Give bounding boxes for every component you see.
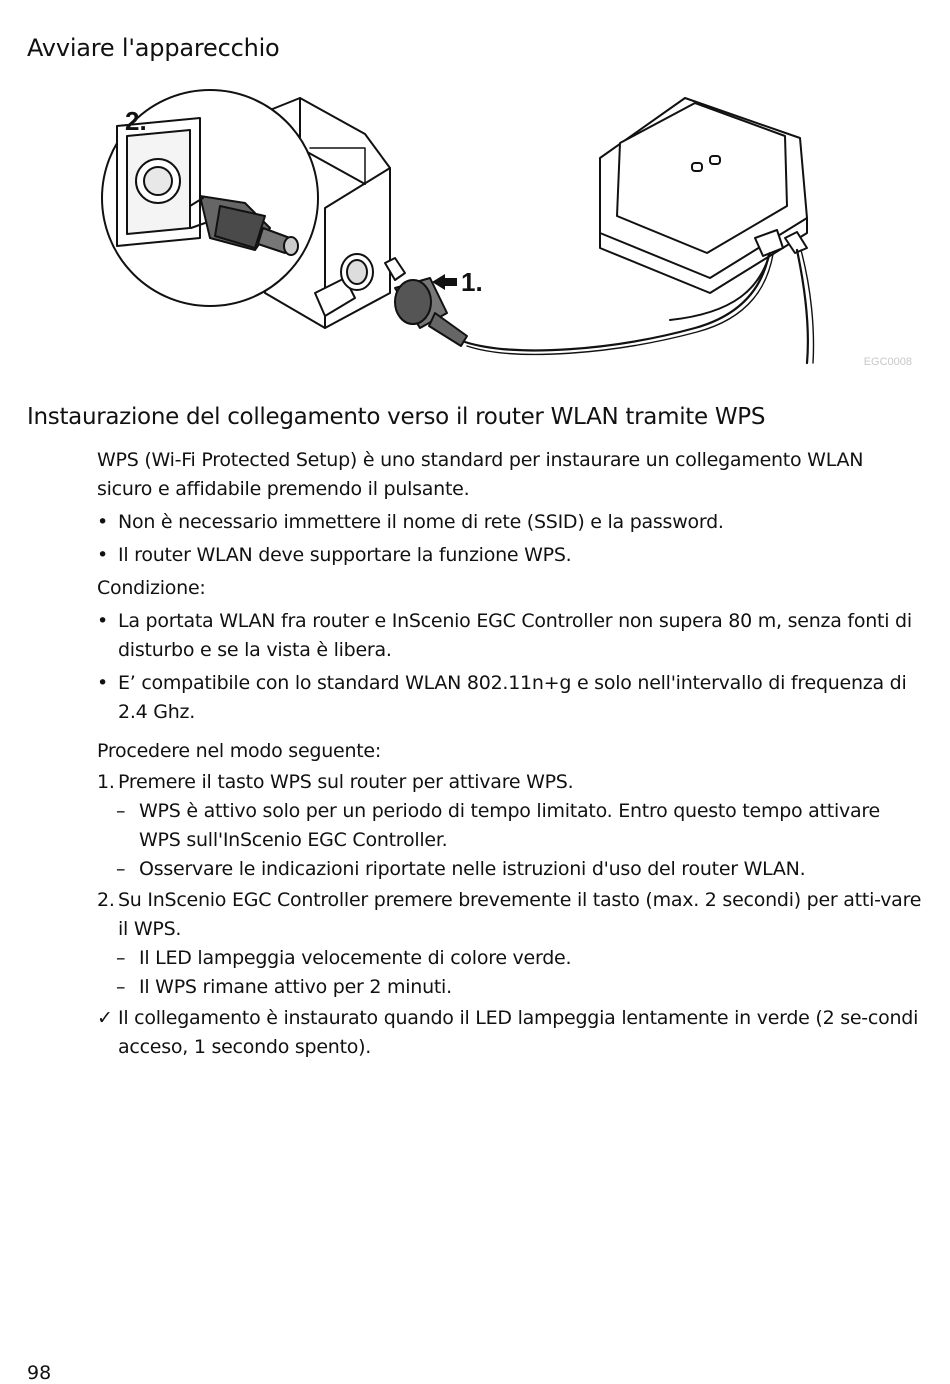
sub-item: – Osservare le indicazioni riportate nelle istruzioni d'uso del router WLAN. [97,855,922,884]
procedure-label: Procedere nel modo seguente: [97,740,382,762]
checkmark-icon: ✓ [97,1007,113,1029]
intro-paragraph: WPS (Wi-Fi Protected Setup) è uno standard per instaurare un collegamento WLAN sicuro e affidabile premendo il pulsante. [97,449,864,500]
step-number: 2. [97,889,115,911]
list-item: • La portata WLAN fra router e InScenio EGC Controller non supera 80 m, senza fonti di disturbo e se la vista è libera. [97,607,922,665]
bullet-icon: • [97,672,108,694]
list-item: • Non è necessario immettere il nome di rete (SSID) e la password. [97,508,922,537]
dash-icon: – [116,976,126,998]
section-heading-wps: Instaurazione del collegamento verso il router WLAN tramite WPS [27,404,766,430]
wps-section-body [97,446,922,1062]
step-item: 1. Premere il tasto WPS sul router per attivare WPS. [97,768,922,797]
sub-item: – WPS è attivo solo per un periodo di tempo limitato. Entro questo tempo attivare WPS sull'InScenio EGC Controller. [97,797,922,855]
page-number: 98 [27,1362,52,1384]
setup-illustration [95,88,925,378]
dash-icon: – [116,947,126,969]
bullet-icon: • [97,544,108,566]
bullet-icon: • [97,511,108,533]
condition-label: Condizione: [97,577,206,599]
section-heading-start-device: Avviare l'apparecchio [27,34,280,62]
sub-item: – Il LED lampeggia velocemente di colore verde. [97,944,922,973]
step-2-label: 2. [125,106,147,136]
figure-code: EGC0008 [863,356,912,368]
step-1-label: 1. [461,267,483,297]
result-item: ✓ Il collegamento è instaurato quando il LED lampeggia lentamente in verde (2 se-condi acceso, 1 secondo spento). [97,1004,922,1062]
step-item: 2. Su InScenio EGC Controller premere brevemente il tasto (max. 2 secondi) per atti-vare il WPS. [97,886,922,944]
sub-item: – Il WPS rimane attivo per 2 minuti. [97,973,922,1002]
bullet-icon: • [97,610,108,632]
step-number: 1. [97,771,115,793]
setup-illustration-drawing [95,88,925,378]
list-item: • Il router WLAN deve supportare la funzione WPS. [97,541,922,570]
list-item: • E’ compatibile con lo standard WLAN 802.11n+g e solo nell'intervallo di frequenza di 2.4 Ghz. [97,669,922,727]
dash-icon: – [116,800,126,822]
dash-icon: – [116,858,126,880]
